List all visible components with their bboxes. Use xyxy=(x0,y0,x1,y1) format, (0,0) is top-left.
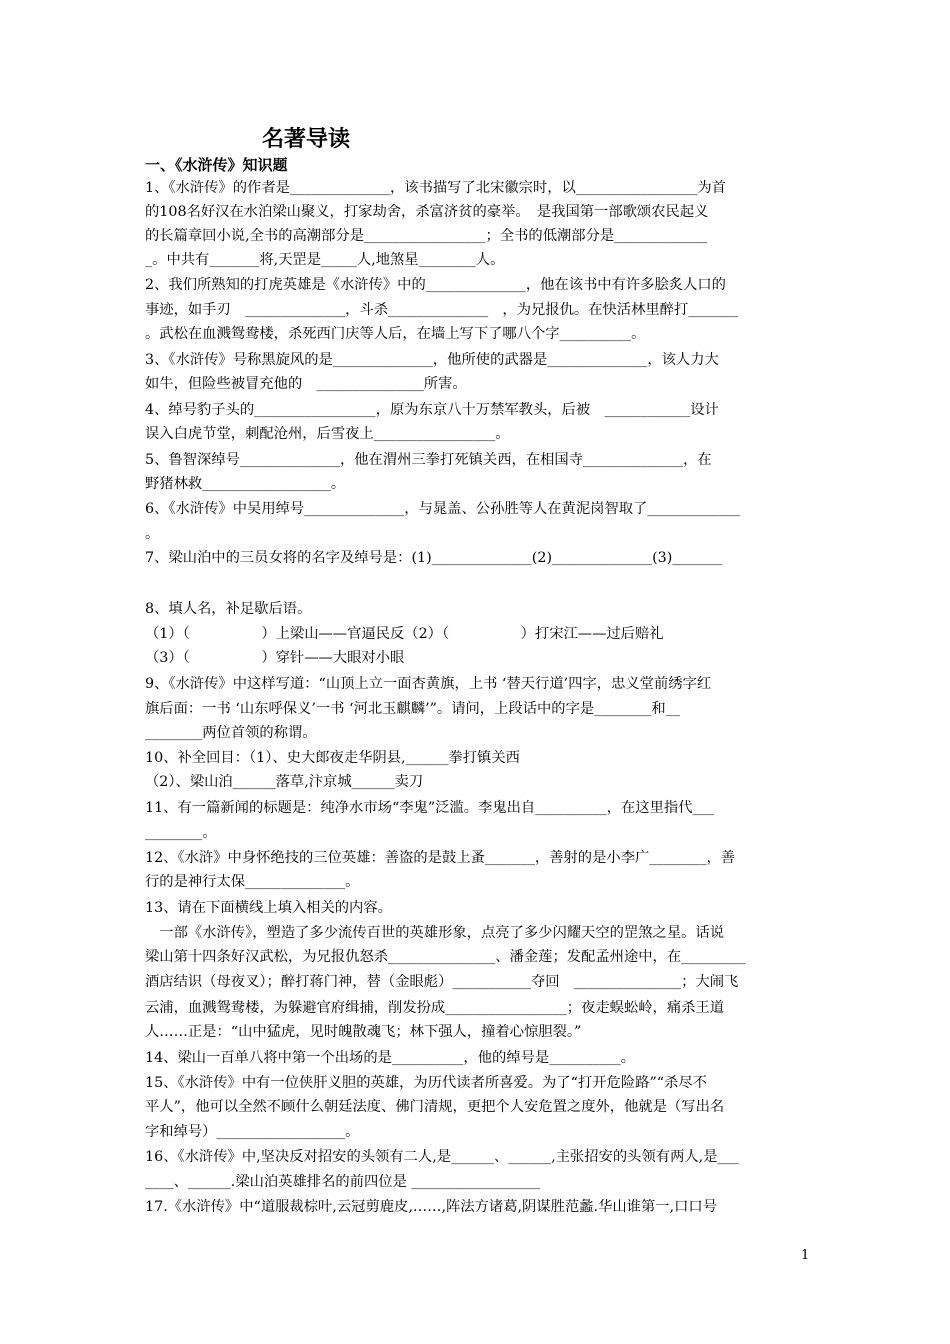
text-line: 17.《水浒传》中“道服裁棕叶,云冠剪鹿皮,……,阵法方诸葛,阴谋胜范蠡.华山谁第一,口口号 xyxy=(145,1199,717,1215)
text-line: 12、《水浒》中身怀绝技的三位英雄：善盗的是鼓上蚤_______，善射的是小李广________，善 xyxy=(145,850,736,866)
text-line: 9、《水浒传》中这样写道：“山顶上立一面杏黄旗，上书 ‘替天行道’四字，忠义堂前绣字红 xyxy=(145,676,712,692)
text-line: 13、请在下面横线上填入相关的内容。 xyxy=(145,900,392,916)
text-line: ________。 xyxy=(145,825,217,841)
text-line: 酒店结识（母夜叉）；醉打蒋门神，替（金眼彪）___________夺回 _______________；大闹飞 xyxy=(145,974,739,990)
text-line: 1、《水浒传》的作者是______________，该书描写了北宋徽宗时，以_________________为首 xyxy=(145,180,726,196)
text-line: 字和绰号）__________________。 xyxy=(145,1124,360,1140)
text-line: 8、填人名，补足歇后语。 xyxy=(145,601,312,617)
text-line: 14、梁山一百单八将中第一个出场的是__________，他的绰号是__________。 xyxy=(145,1050,635,1066)
text-line: 16、《水浒传》中,坚决反对招安的头领有二人,是______、______,主张招安的头领有两人,是___ xyxy=(145,1149,739,1165)
text-line: 梁山第十四条好汉武松，为兄报仇怒杀_______________、潘金莲；发配孟州途中，在_________ xyxy=(145,949,746,965)
text-line: 一部《水浒传》，塑造了多少流传百世的英雄形象，点亮了多少闪耀天空的罡煞之星。话说 xyxy=(145,925,725,941)
text-line: 事迹，如手刃 ______________，斗杀______________ ，为兄报仇。在快活林里醉打_______ xyxy=(145,302,739,318)
text-line: 的108名好汉在水泊梁山聚义，打家劫舍，杀富济贫的豪举。 是我国第一部歌颂农民起义 xyxy=(145,204,709,220)
text-line: （2）、梁山泊______落草,汴京城______卖刀 xyxy=(145,774,424,790)
text-line: 2、我们所熟知的打虎英雄是《水浒传》中的______________，他在该书中有许多脍炙人口的 xyxy=(145,277,726,293)
text-line: 11、有一篇新闻的标题是：纯净水市场“李鬼”泛滥。李鬼出自__________，在这里指代___ xyxy=(145,800,714,816)
text-line: 4、绰号豹子头的_________________，原为东京八十万禁军教头，后被 ____________设计 xyxy=(145,402,719,418)
section-heading: 一、《水浒传》知识题 xyxy=(145,156,288,174)
text-line: _。中共有_______将,天罡是_____人,地煞星________人。 xyxy=(145,252,505,268)
text-line: 10、补全回目：（1）、史大郎夜走华阴县,______拳打镇关西 xyxy=(145,750,520,766)
text-line: 如牛，但险些被冒充他的 _______________所害。 xyxy=(145,376,467,392)
text-line: 3、《水浒传》号称黑旋风的是______________，他所使的武器是______________，该人力大 xyxy=(145,352,719,368)
text-line: （1）（ ）上梁山——官逼民反（2）（ ）打宋江——过后赔礼 xyxy=(145,626,664,642)
page-title: 名著导读 xyxy=(262,127,351,152)
text-line: 野猪林救__________________。 xyxy=(145,476,346,492)
text-line: 行的是神行太保______________。 xyxy=(145,874,360,890)
text-line: ____、______.梁山泊英雄排名的前四位是 __________________ xyxy=(145,1174,541,1190)
text-line: （3）（ ）穿针——大眼对小眼 xyxy=(145,650,405,666)
text-line: 。武松在血溅鸳鸯楼，杀死西门庆等人后，在墙上写下了哪八个字__________。 xyxy=(145,326,646,342)
text-line: 。 xyxy=(145,526,160,542)
text-line: 5、鲁智深绰号______________，他在渭州三拳打死镇关西，在相国寺______________，在 xyxy=(145,452,712,468)
text-line: 6、《水浒传》中吴用绰号______________，与晁盖、公孙胜等人在黄泥岗智取了_____________ xyxy=(145,501,741,517)
text-line: 旗后面：一书 ‘山东呼保义’一书 ‘河北玉麒麟’”。请问，上段话中的字是________和__ xyxy=(145,701,680,717)
page-number: 1 xyxy=(801,1248,810,1263)
text-line: 平人”，他可以全然不顾什么朝廷法度、佛门清规，更把个人安危置之度外，他就是（写出名 xyxy=(145,1099,725,1115)
text-line: ________两位首领的称谓。 xyxy=(145,725,317,741)
text-line: 7、梁山泊中的三员女将的名字及绰号是：(1)______________(2)______________(3)_______ xyxy=(145,550,723,566)
text-line: 的长篇章回小说,全书的高潮部分是_________________；全书的低潮部分是_____________ xyxy=(145,228,708,244)
text-line: 15、《水浒传》中有一位侠肝义胆的英雄，为历代读者所喜爱。为了“打开危险路”“杀尽不 xyxy=(145,1075,707,1091)
text-line: 人……正是：“山中猛虎，见时魄散魂飞；林下强人，撞着心惊胆裂。” xyxy=(145,1024,582,1040)
text-line: 云浦，血溅鸳鸯楼，为躲避官府缉捕，削发扮成_________________；夜走蜈蚣岭，痛杀王道 xyxy=(145,1000,725,1016)
text-line: 误入白虎节堂，刺配沧州，后雪夜上_________________。 xyxy=(145,426,510,442)
